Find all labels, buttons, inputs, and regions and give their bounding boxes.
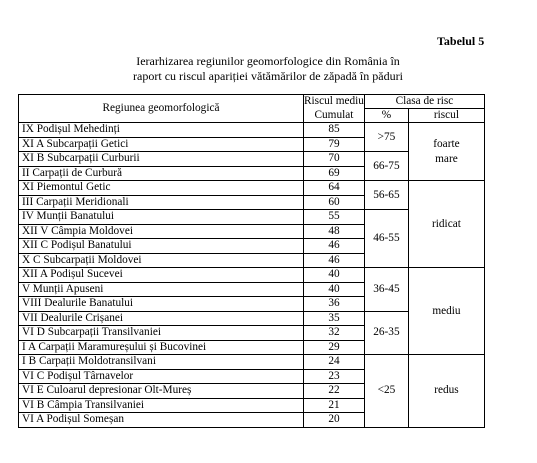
region-cell: IV Munții Banatului xyxy=(19,210,304,225)
value-cell: 48 xyxy=(304,224,365,239)
table-title-line-1: Ierarhizarea regiunilor geomorfologice din România în xyxy=(136,54,400,68)
risk-table xyxy=(18,94,485,428)
header-region: Regiunea geomorfologică xyxy=(19,95,304,123)
value-cell: 29 xyxy=(304,340,365,355)
percent-group-cell: 46-55 xyxy=(364,210,408,268)
region-cell: VI B Câmpia Transilvaniei xyxy=(19,398,304,413)
table-number: Tabelul 5 xyxy=(437,34,485,48)
region-cell: IX Podișul Mehedinți xyxy=(19,123,304,138)
value-cell: 40 xyxy=(304,282,365,297)
region-cell: XII V Câmpia Moldovei xyxy=(19,224,304,239)
table-row xyxy=(19,181,485,196)
region-cell: III Carpații Meridionali xyxy=(19,195,304,210)
value-cell: 69 xyxy=(304,166,365,181)
risk-group-cell: foarte mare xyxy=(408,123,484,181)
value-cell: 55 xyxy=(304,210,365,225)
table-row xyxy=(19,355,485,370)
region-cell: VI D Subcarpații Transilvaniei xyxy=(19,326,304,341)
percent-group-cell: 36-45 xyxy=(364,268,408,312)
region-cell: VI E Culoarul depresionar Olt-Mureș xyxy=(19,384,304,399)
value-cell: 32 xyxy=(304,326,365,341)
percent-group-cell: 26-35 xyxy=(364,311,408,355)
region-cell: XII A Podișul Sucevei xyxy=(19,268,304,283)
header-mean-risk-line-2: Cumulat xyxy=(304,109,365,123)
region-cell: XI B Subcarpații Curburii xyxy=(19,152,304,167)
value-cell: 46 xyxy=(304,239,365,254)
table-row xyxy=(19,268,485,283)
region-cell: VIII Dealurile Banatului xyxy=(19,297,304,312)
region-cell: V Munții Apuseni xyxy=(19,282,304,297)
risk-group-cell: mediu xyxy=(408,268,484,355)
region-cell: XI Piemontul Getic xyxy=(19,181,304,196)
value-cell: 35 xyxy=(304,311,365,326)
region-cell: XII C Podișul Banatului xyxy=(19,239,304,254)
risk-group-cell: ridicat xyxy=(408,181,484,268)
value-cell: 64 xyxy=(304,181,365,196)
region-cell: VI A Podișul Someșan xyxy=(19,413,304,428)
region-cell: VI C Podișul Târnavelor xyxy=(19,369,304,384)
region-cell: XI A Subcarpații Getici xyxy=(19,137,304,152)
value-cell: 79 xyxy=(304,137,365,152)
region-cell: II Carpații de Curbură xyxy=(19,166,304,181)
region-cell: I A Carpații Maramureșului și Bucovinei xyxy=(19,340,304,355)
table-title xyxy=(18,54,518,84)
value-cell: 22 xyxy=(304,384,365,399)
header-mean-risk-line-1: Riscul mediu xyxy=(304,95,364,108)
percent-group-cell: 56-65 xyxy=(364,181,408,210)
value-cell: 23 xyxy=(304,369,365,384)
value-cell: 60 xyxy=(304,195,365,210)
value-cell: 40 xyxy=(304,268,365,283)
value-cell: 46 xyxy=(304,253,365,268)
value-cell: 70 xyxy=(304,152,365,167)
value-cell: 20 xyxy=(304,413,365,428)
risk-group-cell: redus xyxy=(408,355,484,428)
percent-group-cell: >75 xyxy=(364,123,408,152)
region-cell: X C Subcarpații Moldovei xyxy=(19,253,304,268)
region-cell: VII Dealurile Crișanei xyxy=(19,311,304,326)
percent-group-cell: <25 xyxy=(364,355,408,428)
percent-group-cell: 66-75 xyxy=(364,152,408,181)
region-cell: I B Carpații Moldotransilvani xyxy=(19,355,304,370)
value-cell: 85 xyxy=(304,123,365,138)
value-cell: 24 xyxy=(304,355,365,370)
table-title-line-2: raport cu riscul apariției vătămărilor de zăpadă în păduri xyxy=(133,69,403,83)
value-cell: 36 xyxy=(304,297,365,312)
table-row xyxy=(19,123,485,138)
header-percent: % xyxy=(364,109,408,123)
header-risk-class: Clasa de risc xyxy=(364,95,484,109)
header-risk: riscul xyxy=(408,109,484,123)
value-cell: 21 xyxy=(304,398,365,413)
